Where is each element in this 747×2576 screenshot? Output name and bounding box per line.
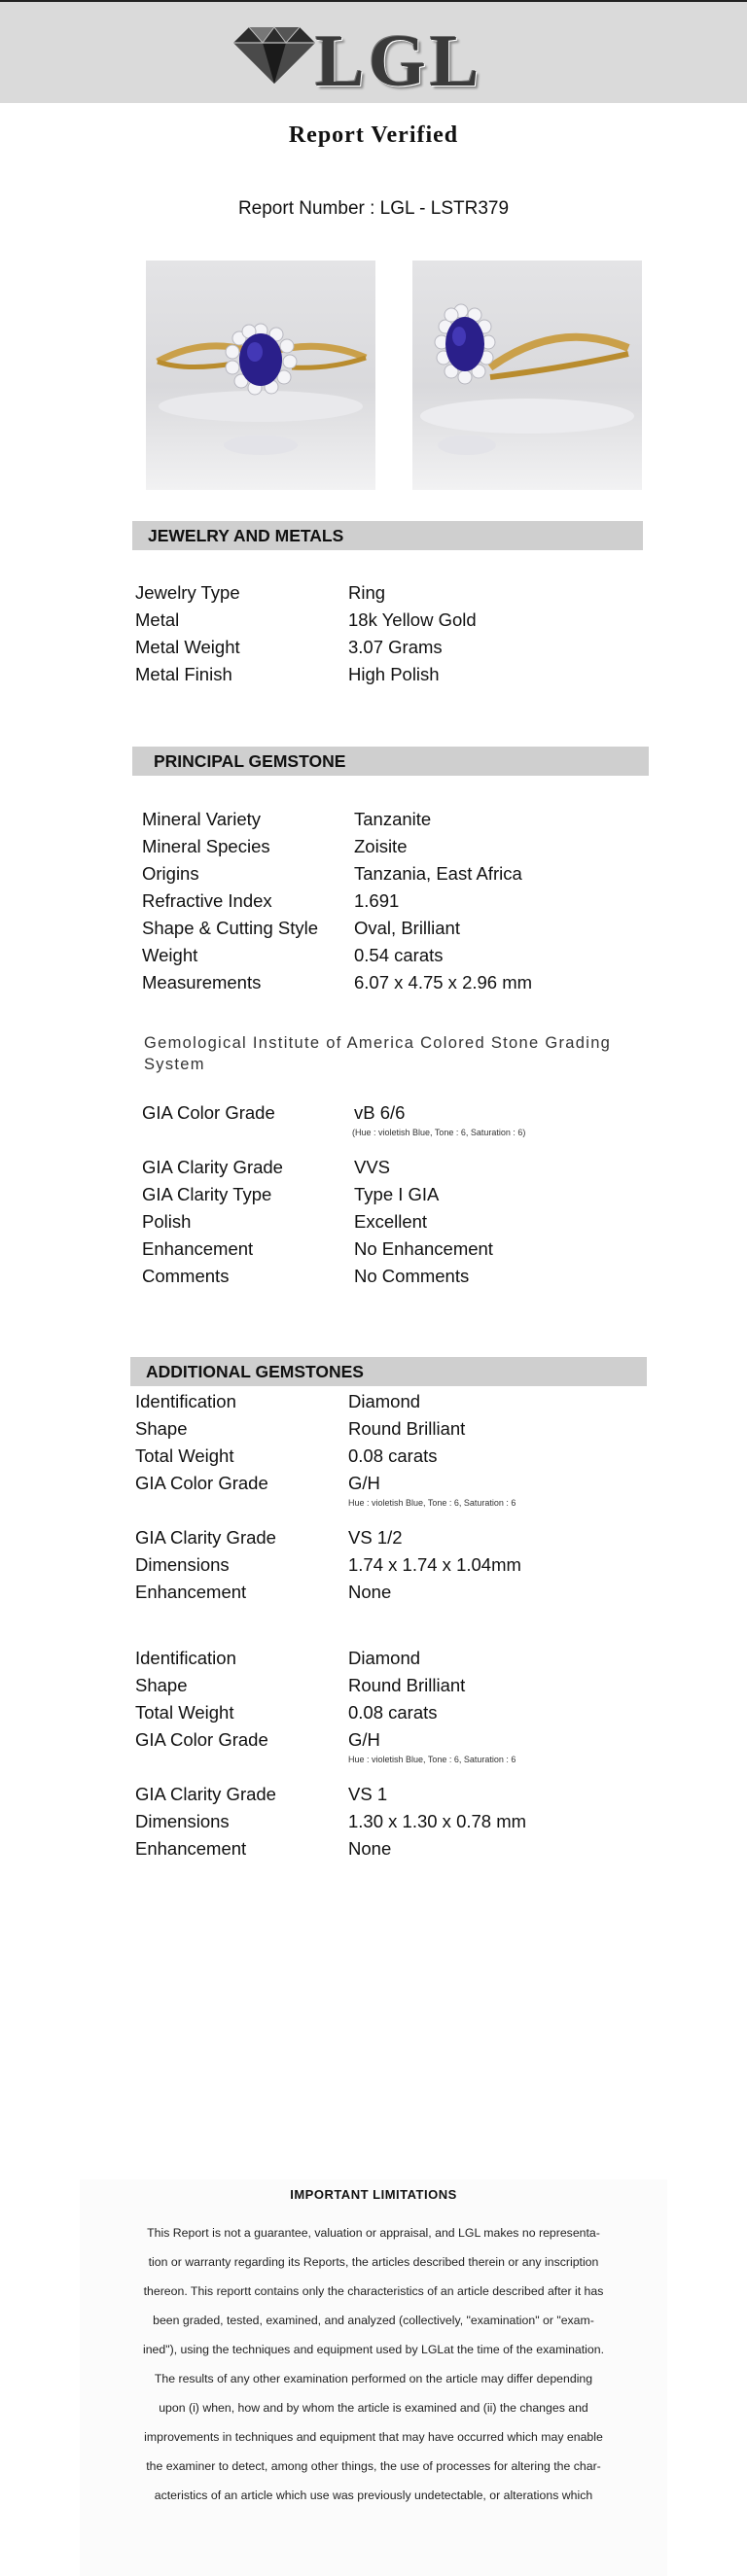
stone1-dimensions-label: Dimensions	[135, 1554, 230, 1575]
section-principal-gemstone: PRINCIPAL GEMSTONE	[132, 747, 649, 776]
limitations-line: The results of any other examination performed on the article may differ depending	[154, 2372, 593, 2385]
mineral-species-value: Zoisite	[354, 836, 408, 856]
ring-photo-angled[interactable]	[412, 261, 642, 490]
stone1-color-grade-value: G/H	[348, 1473, 380, 1493]
stone2-enhancement-value: None	[348, 1838, 392, 1859]
limitations-line: improvements in techniques and equipment that may have occurred which may enable	[144, 2430, 603, 2444]
stone1-clarity-grade-label: GIA Clarity Grade	[135, 1527, 276, 1548]
gia-clarity-type-value: Type I GIA	[354, 1184, 440, 1204]
limitations-line: thereon. This reportt contains only the characteristics of an article described after it has	[143, 2284, 604, 2298]
comments-label: Comments	[142, 1266, 230, 1286]
enhancement-value: No Enhancement	[354, 1238, 493, 1259]
enhancement-label: Enhancement	[142, 1238, 254, 1259]
section-additional-gemstones: ADDITIONAL GEMSTONES	[130, 1357, 647, 1386]
measurements-label: Measurements	[142, 972, 262, 992]
stone1-total-weight-value: 0.08 carats	[348, 1445, 438, 1466]
header-bar	[0, 0, 747, 103]
lgl-logo[interactable]	[226, 16, 483, 102]
stone1-total-weight-label: Total Weight	[135, 1445, 234, 1466]
stone2-total-weight-value: 0.08 carats	[348, 1702, 438, 1723]
metal-weight-value: 3.07 Grams	[348, 637, 443, 657]
stone1-identification-value: Diamond	[348, 1391, 421, 1411]
stone1-shape-value: Round Brilliant	[348, 1418, 466, 1439]
limitations-line: been graded, tested, examined, and analyzed (collectively, "examination" or "exam-	[153, 2314, 594, 2327]
gia-color-grade-note: (Hue : violetish Blue, Tone : 6, Saturation : 6)	[352, 1128, 526, 1137]
shape-cutting-value: Oval, Brilliant	[354, 918, 460, 938]
report-number: Report Number : LGL - LSTR379	[237, 198, 510, 219]
mineral-variety-label: Mineral Variety	[142, 809, 262, 829]
stone2-color-grade-label: GIA Color Grade	[135, 1729, 268, 1750]
stone2-dimensions-value: 1.30 x 1.30 x 0.78 mm	[348, 1811, 527, 1831]
stone2-color-grade-value: G/H	[348, 1729, 380, 1750]
origins-label: Origins	[142, 863, 199, 884]
stone1-dimensions-value: 1.74 x 1.74 x 1.04mm	[348, 1554, 521, 1575]
polish-label: Polish	[142, 1211, 192, 1232]
stone2-shape-label: Shape	[135, 1675, 188, 1695]
refractive-index-value: 1.691	[354, 890, 400, 911]
stone2-total-weight-label: Total Weight	[135, 1702, 234, 1723]
jewelry-type-label: Jewelry Type	[135, 582, 240, 603]
gia-clarity-type-label: GIA Clarity Type	[142, 1184, 272, 1204]
comments-value: No Comments	[354, 1266, 470, 1286]
mineral-variety-value: Tanzanite	[354, 809, 432, 829]
stone2-shape-value: Round Brilliant	[348, 1675, 466, 1695]
measurements-value: 6.07 x 4.75 x 2.96 mm	[354, 972, 533, 992]
origins-value: Tanzania, East Africa	[354, 863, 522, 884]
stone2-clarity-grade-value: VS 1	[348, 1784, 388, 1804]
stone1-shape-label: Shape	[135, 1418, 188, 1439]
stone2-enhancement-label: Enhancement	[135, 1838, 247, 1859]
gia-clarity-grade-value: VVS	[354, 1157, 391, 1177]
limitations-line: the examiner to detect, among other things, the use of processes for altering the char-	[146, 2459, 601, 2473]
gia-color-grade-value: vB 6/6	[354, 1102, 406, 1123]
limitations-line: acteristics of an article which use was previously undetectable, or alterations which	[154, 2489, 593, 2502]
metal-weight-label: Metal Weight	[135, 637, 240, 657]
stone1-enhancement-value: None	[348, 1582, 392, 1602]
stone1-clarity-grade-value: VS 1/2	[348, 1527, 403, 1548]
gia-grading-system-heading: Gemological Institute of America Colored Stone Grading System	[144, 1034, 612, 1073]
metal-value: 18k Yellow Gold	[348, 609, 477, 630]
limitations-line: This Report is not a guarantee, valuation or appraisal, and LGL makes no representa-	[147, 2226, 600, 2240]
section-jewelry-metals: JEWELRY AND METALS	[132, 521, 643, 550]
stone1-identification-label: Identification	[135, 1391, 236, 1411]
gia-color-grade-label: GIA Color Grade	[142, 1102, 275, 1123]
diamond-logo-icon	[230, 23, 319, 87]
shape-cutting-label: Shape & Cutting Style	[142, 918, 318, 938]
limitations-title: IMPORTANT LIMITATIONS	[290, 2187, 457, 2202]
limitations-line: ined"), using the techniques and equipment used by LGLat the time of the examination.	[142, 2343, 604, 2356]
weight-value: 0.54 carats	[354, 945, 444, 965]
weight-label: Weight	[142, 945, 198, 965]
stone1-color-grade-label: GIA Color Grade	[135, 1473, 268, 1493]
stone2-color-grade-note: Hue : violetish Blue, Tone : 6, Saturation : 6	[348, 1755, 516, 1764]
stone1-enhancement-label: Enhancement	[135, 1582, 247, 1602]
logo-text: LGL	[315, 20, 483, 102]
stone1-color-grade-note: Hue : violetish Blue, Tone : 6, Saturation : 6	[348, 1498, 516, 1508]
limitations-line: tion or warranty regarding its Reports, the articles described therein or any inscription	[148, 2255, 599, 2269]
jewelry-type-value: Ring	[348, 582, 386, 603]
polish-value: Excellent	[354, 1211, 428, 1232]
stone2-clarity-grade-label: GIA Clarity Grade	[135, 1784, 276, 1804]
refractive-index-label: Refractive Index	[142, 890, 272, 911]
limitations-line: upon (i) when, how and by whom the article is examined and (ii) the changes and	[159, 2401, 588, 2415]
metal-label: Metal	[135, 609, 180, 630]
metal-finish-value: High Polish	[348, 664, 440, 684]
metal-finish-label: Metal Finish	[135, 664, 232, 684]
stone2-identification-value: Diamond	[348, 1648, 421, 1668]
gia-clarity-grade-label: GIA Clarity Grade	[142, 1157, 283, 1177]
ring-photo-front[interactable]	[146, 261, 375, 490]
stone2-dimensions-label: Dimensions	[135, 1811, 230, 1831]
mineral-species-label: Mineral Species	[142, 836, 270, 856]
page-title: Report Verified	[288, 122, 459, 148]
stone2-identification-label: Identification	[135, 1648, 236, 1668]
